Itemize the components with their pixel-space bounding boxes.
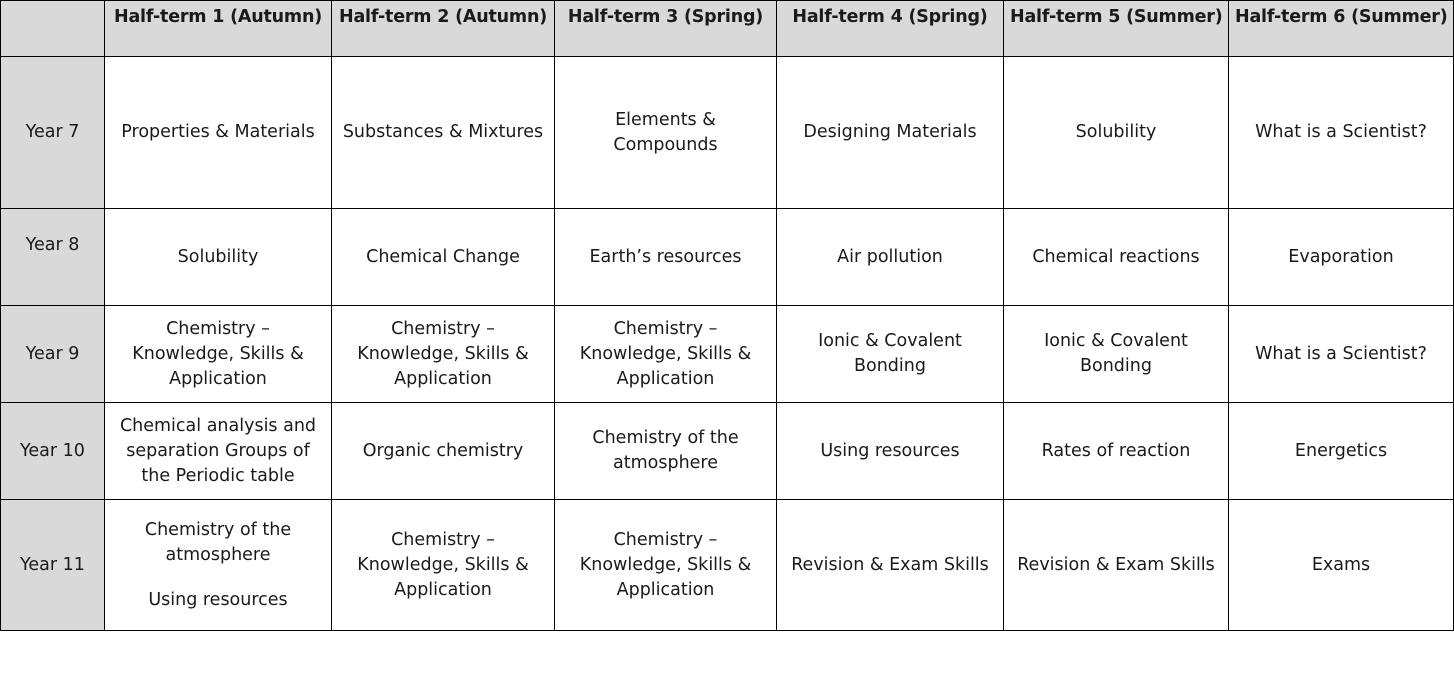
table-cell: Solubility bbox=[105, 209, 332, 306]
year-label: Year 7 bbox=[1, 57, 105, 209]
cell-line: Elements & bbox=[615, 109, 716, 130]
cell-line: Knowledge, Skills & bbox=[357, 343, 529, 364]
table-cell: Designing Materials bbox=[777, 57, 1004, 209]
year-label: Year 10 bbox=[1, 403, 105, 500]
cell-gap bbox=[111, 568, 325, 588]
table-cell: Air pollution bbox=[777, 209, 1004, 306]
cell-line: Chemical analysis and bbox=[119, 415, 317, 436]
table-cell: Organic chemistry bbox=[332, 403, 555, 500]
table-row-year-8 bbox=[1, 209, 1454, 306]
cell-line: Application bbox=[394, 368, 492, 389]
table-cell: Exams bbox=[1229, 500, 1454, 631]
table-row-year-7 bbox=[1, 57, 1454, 209]
cell-line: atmosphere bbox=[613, 453, 718, 473]
corner-cell bbox=[1, 1, 105, 57]
table-cell: Chemical Change bbox=[332, 209, 555, 306]
table-cell: What is a Scientist? bbox=[1229, 57, 1454, 209]
cell-line: Chemistry of the bbox=[592, 428, 739, 448]
table-cell bbox=[555, 403, 777, 500]
table-cell: Rates of reaction bbox=[1004, 403, 1229, 500]
year-label: Year 8 bbox=[1, 209, 105, 306]
table-cell bbox=[777, 306, 1004, 403]
table-cell bbox=[555, 500, 777, 631]
cell-line: Using resources bbox=[148, 589, 288, 610]
header-half-term-3: Half-term 3 (Spring) bbox=[555, 1, 777, 57]
cell-line: Knowledge, Skills & bbox=[579, 343, 752, 364]
table-cell: Properties & Materials bbox=[105, 57, 332, 209]
table-row-year-10 bbox=[1, 403, 1454, 500]
cell-line: Application bbox=[394, 579, 492, 600]
cell-line: Chemistry – bbox=[613, 318, 718, 339]
table-cell: Substances & Mixtures bbox=[332, 57, 555, 209]
cell-line: Knowledge, Skills & bbox=[132, 343, 304, 364]
cell-line: Knowledge, Skills & bbox=[579, 554, 752, 575]
cell-line: Application bbox=[616, 368, 715, 389]
header-half-term-4: Half-term 4 (Spring) bbox=[777, 1, 1004, 57]
table-cell: Earth’s resources bbox=[555, 209, 777, 306]
cell-line: Compounds bbox=[613, 134, 718, 155]
cell-line: Application bbox=[616, 579, 715, 600]
table-row-year-9 bbox=[1, 306, 1454, 403]
table-cell: Using resources bbox=[777, 403, 1004, 500]
table-cell bbox=[332, 306, 555, 403]
cell-line: the Periodic table bbox=[141, 465, 295, 486]
cell-line: Chemistry of the bbox=[144, 519, 292, 540]
year-label: Year 9 bbox=[1, 306, 105, 403]
table-cell: Energetics bbox=[1229, 403, 1454, 500]
cell-line: Bonding bbox=[854, 356, 926, 376]
cell-line: Chemistry – bbox=[613, 529, 718, 550]
table-cell bbox=[105, 403, 332, 500]
table-cell: Chemical reactions bbox=[1004, 209, 1229, 306]
cell-line: Chemistry – bbox=[166, 318, 270, 339]
cell-line: separation Groups of bbox=[126, 440, 310, 461]
cell-line: Ionic & Covalent bbox=[1044, 331, 1188, 351]
table-cell: Solubility bbox=[1004, 57, 1229, 209]
cell-line: Knowledge, Skills & bbox=[357, 554, 529, 575]
table-cell bbox=[555, 57, 777, 209]
table-cell: Revision & Exam Skills bbox=[1004, 500, 1229, 631]
year-label: Year 11 bbox=[1, 500, 105, 631]
table-cell bbox=[555, 306, 777, 403]
header-half-term-2: Half-term 2 (Autumn) bbox=[332, 1, 555, 57]
table-cell: What is a Scientist? bbox=[1229, 306, 1454, 403]
table-cell bbox=[332, 500, 555, 631]
header-half-term-5: Half-term 5 (Summer) bbox=[1004, 1, 1229, 57]
cell-line: atmosphere bbox=[165, 544, 271, 565]
header-half-term-6: Half-term 6 (Summer) bbox=[1229, 1, 1454, 57]
cell-line: Ionic & Covalent bbox=[818, 331, 962, 351]
header-half-term-1: Half-term 1 (Autumn) bbox=[105, 1, 332, 57]
table-cell bbox=[105, 500, 332, 631]
table-cell bbox=[105, 306, 332, 403]
table-cell: Evaporation bbox=[1229, 209, 1454, 306]
header-row bbox=[1, 1, 1454, 57]
cell-line: Bonding bbox=[1080, 356, 1152, 376]
cell-line: Chemistry – bbox=[391, 529, 495, 550]
cell-line: Chemistry – bbox=[391, 318, 495, 339]
table-cell bbox=[1004, 306, 1229, 403]
table-row-year-11 bbox=[1, 500, 1454, 631]
cell-line: Application bbox=[169, 368, 267, 389]
table-cell: Revision & Exam Skills bbox=[777, 500, 1004, 631]
